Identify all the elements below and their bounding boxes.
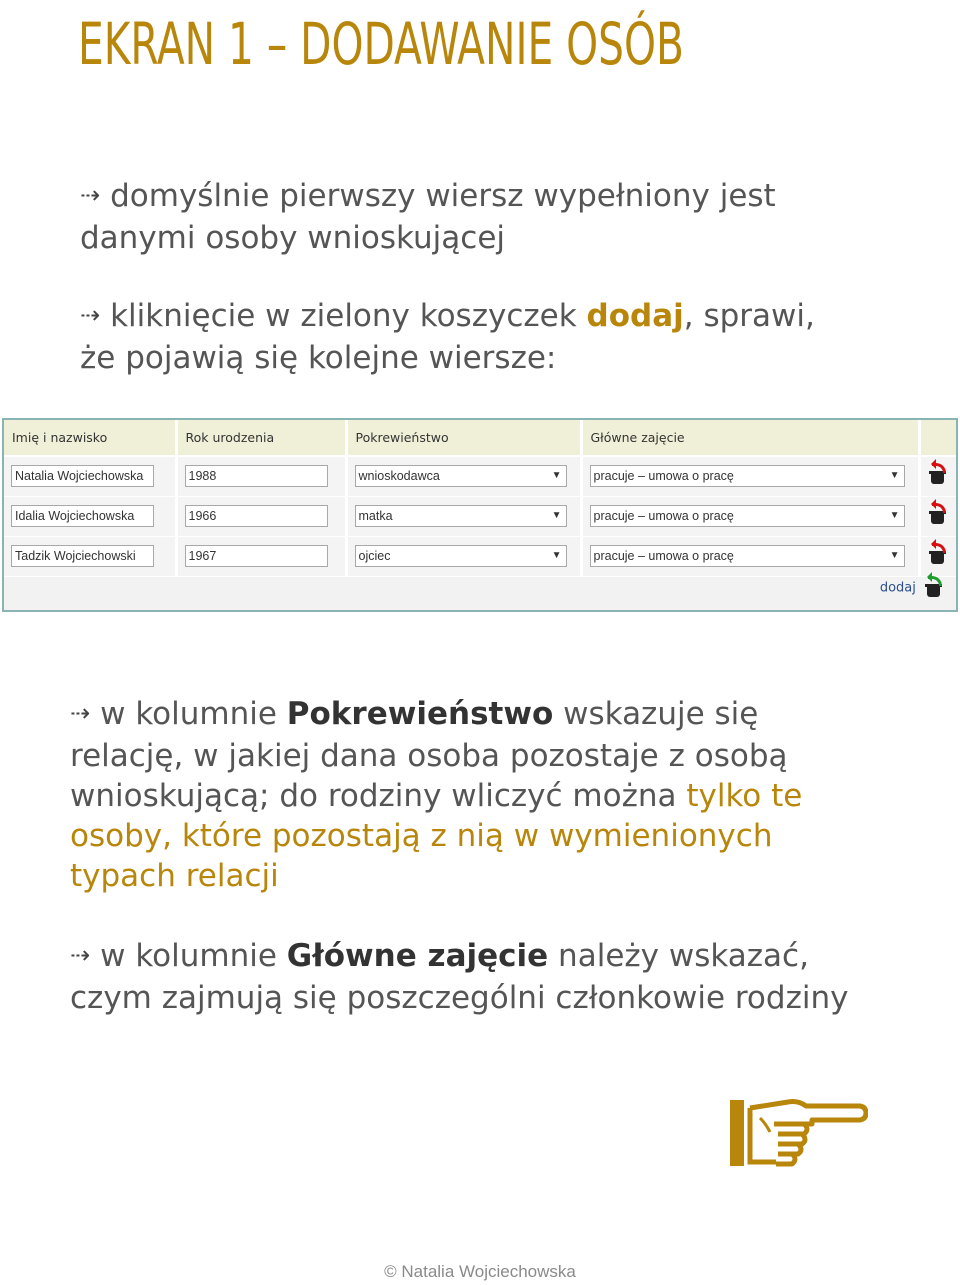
- relation-select[interactable]: [355, 505, 567, 527]
- chevron-down-icon: ▼: [551, 470, 562, 482]
- header-occupation: Główne zajęcie: [581, 420, 919, 456]
- bullet-3-pre: w kolumnie: [100, 696, 287, 732]
- relation-value: wnioskodawca: [358, 469, 440, 484]
- relation-select[interactable]: [355, 545, 567, 567]
- add-basket-icon: [924, 578, 944, 598]
- name-field[interactable]: Idalia Wojciechowska: [11, 505, 154, 527]
- bullet-4-bold: Główne zajęcie: [286, 938, 549, 974]
- dashed-arrow-icon: ⇢: [80, 301, 101, 329]
- bullet-2-highlight: dodaj: [586, 298, 684, 334]
- bullet-1: [80, 176, 840, 258]
- chevron-down-icon: ▼: [889, 550, 900, 561]
- dashed-arrow-icon: ⇢: [70, 699, 91, 727]
- header-year: Rok urodzenia: [176, 420, 346, 456]
- occupation-value: pracuje – umowa o pracę: [593, 509, 734, 523]
- occupation-select[interactable]: [590, 505, 905, 527]
- household-table: [4, 420, 956, 577]
- bullet-2-post: , sprawi, że pojawią się kolejne wiersze:: [80, 298, 815, 376]
- delete-basket-icon[interactable]: [928, 465, 948, 485]
- add-row-button[interactable]: [880, 578, 944, 598]
- bullet-2: [80, 296, 840, 378]
- relation-value: ojciec: [358, 549, 391, 563]
- occupation-value: pracuje – umowa o pracę: [593, 549, 734, 563]
- year-field[interactable]: 1966: [185, 505, 328, 527]
- table-row: [4, 456, 956, 496]
- occupation-select[interactable]: [590, 465, 905, 487]
- occupation-value: pracuje – umowa o pracę: [593, 469, 734, 484]
- relation-value: matka: [358, 509, 393, 523]
- chevron-down-icon: ▼: [551, 550, 562, 561]
- year-field[interactable]: 1988: [185, 465, 328, 487]
- table-row: [4, 536, 956, 576]
- name-field[interactable]: Tadzik Wojciechowski: [11, 545, 154, 567]
- chevron-down-icon: ▼: [889, 470, 900, 482]
- bullet-3-mid: wskazuje się relację, w jakiej dana osoba pozostaje z osobą wnioskującą; do rodziny wliczyć można: [70, 696, 788, 814]
- dashed-arrow-icon: ⇢: [70, 941, 91, 969]
- table-header-row: [4, 420, 956, 456]
- name-field[interactable]: Natalia Wojciechowska: [11, 465, 154, 487]
- bullet-4-pre: w kolumnie: [100, 938, 287, 974]
- household-table-panel: [2, 418, 958, 612]
- year-field[interactable]: 1967: [185, 545, 328, 567]
- occupation-select[interactable]: [590, 545, 905, 567]
- copyright-footer: © Natalia Wojciechowska: [384, 1262, 576, 1281]
- table-row: [4, 496, 956, 536]
- add-label: dodaj: [879, 580, 916, 596]
- chevron-down-icon: ▼: [889, 510, 900, 521]
- page-title: EKRAN 1 – DODAWANIE OSÓB: [78, 10, 684, 78]
- delete-basket-icon[interactable]: [928, 545, 948, 565]
- delete-basket-icon[interactable]: [928, 505, 948, 525]
- bullet-4: [70, 936, 850, 1018]
- chevron-down-icon: ▼: [551, 510, 562, 521]
- header-name: Imię i nazwisko: [4, 420, 176, 456]
- header-relation: Pokrewieństwo: [346, 420, 581, 456]
- bullet-3: [70, 694, 850, 896]
- bullet-1-text: domyślnie pierwszy wiersz wypełniony jest danymi osoby wnioskującej: [80, 178, 776, 256]
- bullet-4-post: należy wskazać, czym zajmują się poszczególni członkowie rodziny: [70, 938, 849, 1016]
- pointing-hand-icon: [728, 1098, 868, 1168]
- dashed-arrow-icon: ⇢: [80, 181, 101, 209]
- relation-select[interactable]: [355, 465, 567, 487]
- bullet-3-gold: tylko te osoby, które pozostają z nią w wymienionych typach relacji: [70, 778, 803, 894]
- bullet-3-bold: Pokrewieństwo: [286, 696, 554, 732]
- bullet-2-pre: kliknięcie w zielony koszyczek: [110, 298, 587, 334]
- header-actions: [919, 420, 956, 456]
